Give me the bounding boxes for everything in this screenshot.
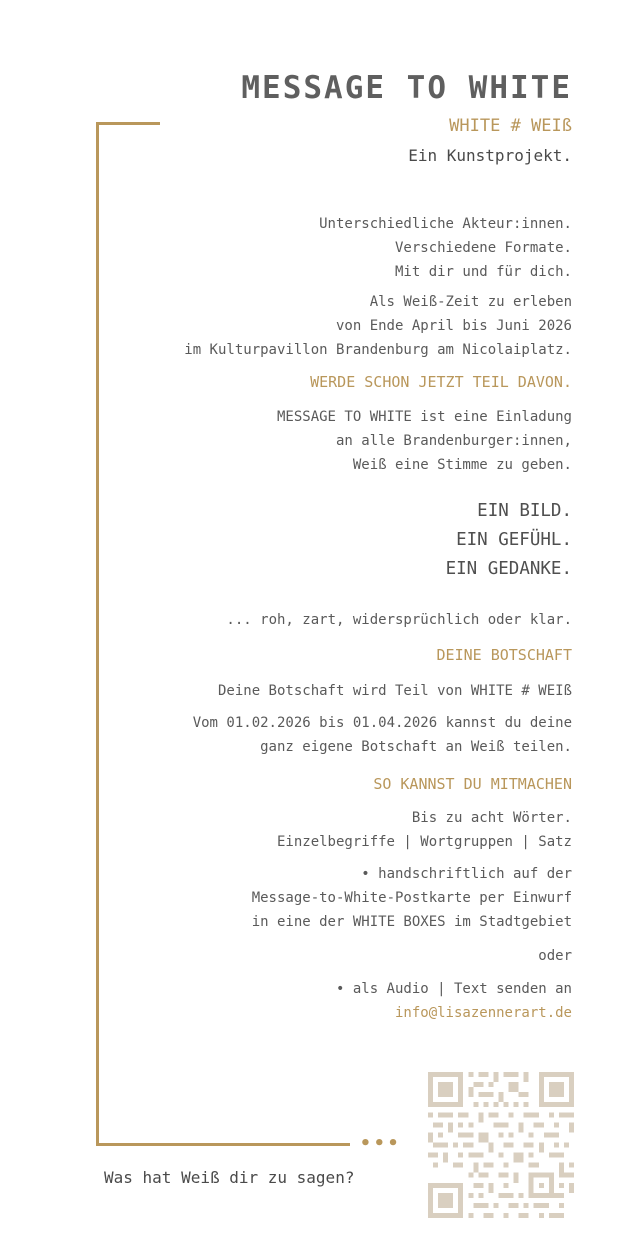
message-line: ganz eigene Botschaft an Weiß teilen.: [260, 739, 572, 755]
intro-line: Mit dir und für dich.: [394, 264, 572, 280]
option-line: Message-to-White-Postkarte per Einwurf: [251, 890, 572, 906]
statements-block: [446, 497, 572, 584]
event-line: im Kulturpavillon Brandenburg am Nicolaiplatz.: [184, 342, 572, 358]
option-line: • handschriftlich auf der: [361, 866, 572, 882]
option-postcard: [252, 862, 572, 934]
option-audio: [336, 977, 572, 1025]
intro-line: Unterschiedliche Akteur:innen.: [319, 216, 572, 232]
page-subtitle: WHITE # WEIß: [449, 116, 572, 136]
message-block: [193, 711, 572, 759]
or-text: oder: [538, 948, 572, 964]
participate-rules: [277, 806, 572, 854]
rule-line: Einzelbegriffe | Wortgruppen | Satz: [276, 834, 572, 850]
participate-heading: SO KANNST DU MITMACHEN: [373, 775, 572, 793]
frame-bottom-line: [96, 1143, 350, 1146]
qr-modules: [428, 1072, 574, 1218]
rule-line: Bis zu acht Wörter.: [411, 810, 572, 826]
frame-top-line: [96, 122, 160, 125]
message-line: Deine Botschaft wird Teil von WHITE # WEIß: [217, 683, 572, 699]
intro-line: Verschiedene Formate.: [394, 240, 572, 256]
option-line: in eine der WHITE BOXES im Stadtgebiet: [251, 914, 572, 930]
option-line: • als Audio | Text senden an: [335, 981, 572, 997]
intro-block: [319, 212, 572, 284]
qr-code-icon[interactable]: [428, 1072, 574, 1218]
email-link[interactable]: info@lisazennerart.de: [394, 1005, 572, 1021]
join-block: [277, 405, 572, 477]
dots-ornament: •••: [360, 1133, 402, 1154]
frame-left-line: [96, 122, 99, 1146]
closing-question: Was hat Weiß dir zu sagen?: [104, 1168, 355, 1187]
join-line: an alle Brandenburger:innen,: [335, 433, 572, 449]
event-block: [184, 290, 572, 362]
statement-line: EIN GEFÜHL.: [456, 530, 572, 550]
event-line: von Ende April bis Juni 2026: [335, 318, 572, 334]
join-line: MESSAGE TO WHITE ist eine Einladung: [276, 409, 572, 425]
statement-line: EIN BILD.: [477, 501, 572, 521]
page-title: MESSAGE TO WHITE: [241, 70, 572, 106]
message-heading: DEINE BOTSCHAFT: [436, 646, 572, 664]
event-line: Als Weiß-Zeit zu erleben: [369, 294, 572, 310]
join-line: Weiß eine Stimme zu geben.: [352, 457, 572, 473]
message-line: Vom 01.02.2026 bis 01.04.2026 kannst du deine: [192, 715, 572, 731]
tagline: Ein Kunstprojekt.: [408, 146, 572, 165]
join-heading: WERDE SCHON JETZT TEIL DAVON.: [310, 373, 572, 391]
statement-line: EIN GEDANKE.: [445, 559, 572, 579]
qualities-text: ... roh, zart, widersprüchlich oder klar.: [226, 612, 572, 628]
